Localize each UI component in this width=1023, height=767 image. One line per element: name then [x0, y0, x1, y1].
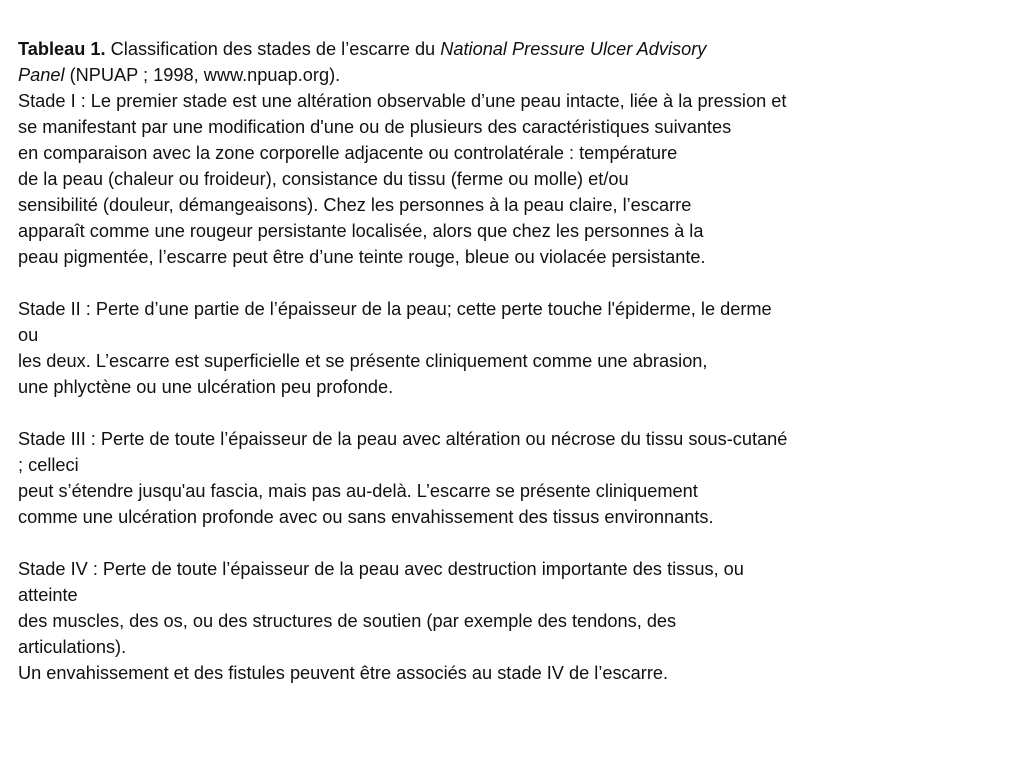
caption-label: Tableau 1.: [18, 39, 106, 59]
stage-1-line: se manifestant par une modification d'une ou de plusieurs des caractéristiques suivantes: [18, 117, 732, 137]
stage-3-line: ; celleci: [18, 455, 79, 475]
caption-line-1: [18, 36, 1008, 62]
stage-1-line: de la peau (chaleur ou froideur), consistance du tissu (ferme ou molle) et/ou: [18, 169, 629, 189]
stage-4-paragraph: [18, 556, 1008, 686]
stage-3-paragraph: [18, 426, 1008, 530]
caption-text: Classification des stades de l’escarre du: [105, 39, 441, 59]
paragraph-spacer: [18, 270, 1008, 296]
table-caption: [18, 36, 1008, 88]
stage-2-line: Stade II : Perte d’une partie de l’épaisseur de la peau; cette perte touche l'épiderme, le derme: [18, 299, 772, 319]
stage-4-line: Stade IV : Perte de toute l’épaisseur de la peau avec destruction importante des tissus, ou: [18, 559, 744, 579]
stage-1-line: apparaît comme une rougeur persistante localisée, alors que chez les personnes à la: [18, 221, 704, 241]
stage-4-line: Un envahissement et des fistules peuvent être associés au stade IV de l’escarre.: [18, 663, 669, 683]
stage-2-line: une phlyctène ou une ulcération peu profonde.: [18, 377, 394, 397]
stage-1-line: Stade I : Le premier stade est une altération observable d’une peau intacte, liée à la pression et: [18, 91, 787, 111]
stage-3-line: peut s’étendre jusqu'au fascia, mais pas au-delà. L’escarre se présente cliniquement: [18, 481, 698, 501]
stage-2-line: les deux. L’escarre est superficielle et se présente cliniquement comme une abrasion,: [18, 351, 708, 371]
stage-3-line: Stade III : Perte de toute l’épaisseur de la peau avec altération ou nécrose du tissu sous-cutané: [18, 429, 788, 449]
stage-4-line: atteinte: [18, 585, 78, 605]
paragraph-spacer: [18, 400, 1008, 426]
caption-organization-part-1: National Pressure Ulcer Advisory: [440, 39, 707, 59]
caption-line-2: [18, 62, 1008, 88]
document-body: [18, 36, 1008, 686]
stage-1-paragraph: [18, 88, 1008, 270]
stage-2-line: ou: [18, 325, 39, 345]
stage-4-line: articulations).: [18, 637, 127, 657]
stage-3-line: comme une ulcération profonde avec ou sans envahissement des tissus environnants.: [18, 507, 714, 527]
paragraph-spacer: [18, 530, 1008, 556]
caption-organization-part-2: Panel: [18, 65, 65, 85]
stage-1-line: sensibilité (douleur, démangeaisons). Chez les personnes à la peau claire, l’escarre: [18, 195, 692, 215]
caption-reference: (NPUAP ; 1998, www.npuap.org).: [64, 65, 341, 85]
stage-2-paragraph: [18, 296, 1008, 400]
stage-1-line: peau pigmentée, l’escarre peut être d’une teinte rouge, bleue ou violacée persistante.: [18, 247, 706, 267]
stage-4-line: des muscles, des os, ou des structures de soutien (par exemple des tendons, des: [18, 611, 677, 631]
stage-1-line: en comparaison avec la zone corporelle adjacente ou controlatérale : température: [18, 143, 678, 163]
